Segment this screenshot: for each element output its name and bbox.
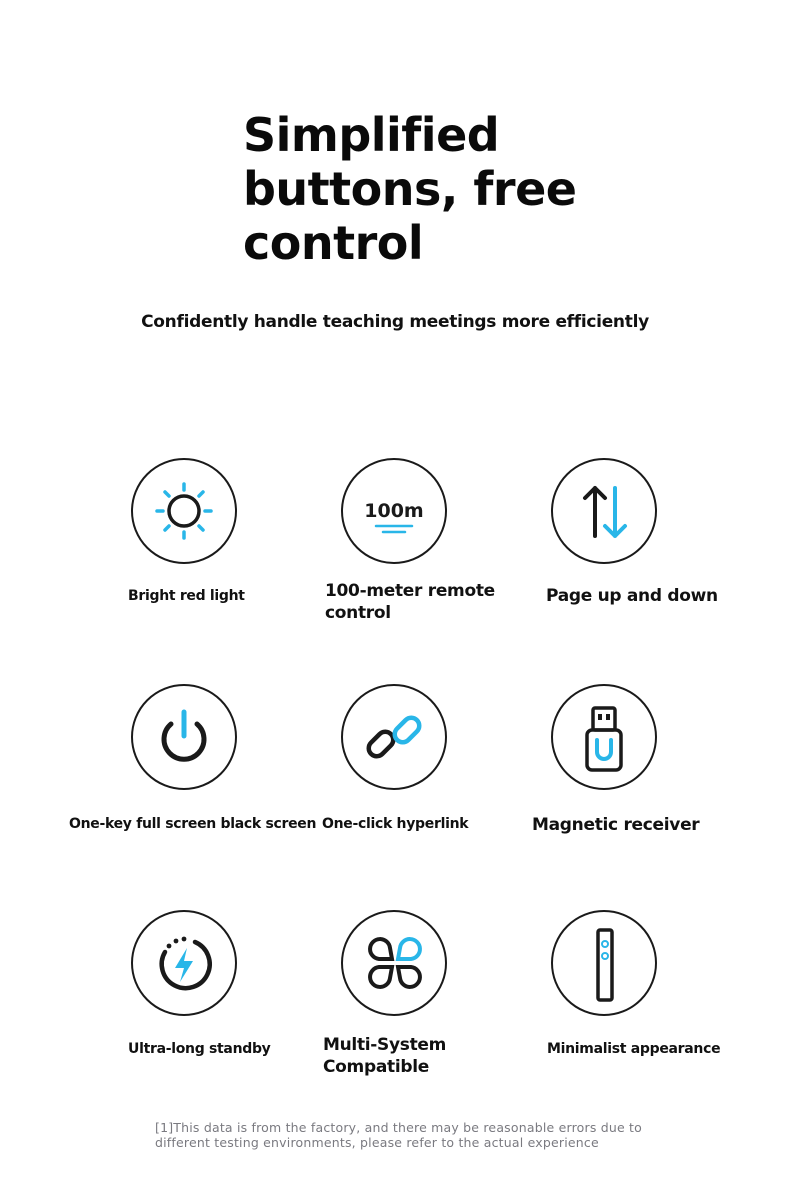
remote-pen-icon	[551, 910, 657, 1016]
feature-label: 100-meter remote control	[325, 581, 495, 623]
page-title: Simplified buttons, free control	[243, 108, 577, 270]
feature-label: Magnetic receiver	[532, 815, 700, 835]
usb-receiver-icon	[551, 684, 657, 790]
footnote: [1]This data is from the factory, and there may be reasonable errors due to different testing environments, please refer to the actual experience	[155, 1120, 643, 1150]
feature-label: Minimalist appearance	[547, 1041, 721, 1057]
feature-label: One-click hyperlink	[322, 816, 469, 832]
power-icon	[131, 684, 237, 790]
grid-apps-icon	[341, 910, 447, 1016]
page-subtitle: Confidently handle teaching meetings more efficiently	[141, 312, 649, 332]
distance-100m-icon	[341, 458, 447, 564]
feature-label: Ultra-long standby	[128, 1041, 271, 1057]
battery-lightning-icon	[131, 910, 237, 1016]
feature-label: One-key full screen black screen	[69, 816, 317, 832]
feature-label: Bright red light	[128, 588, 245, 604]
sun-icon	[131, 458, 237, 564]
feature-label: Page up and down	[546, 586, 718, 606]
icon-text-100m: 100m	[364, 500, 424, 522]
up-down-arrows-icon	[551, 458, 657, 564]
link-icon	[341, 684, 447, 790]
feature-label: Multi-System Compatible	[323, 1035, 447, 1077]
